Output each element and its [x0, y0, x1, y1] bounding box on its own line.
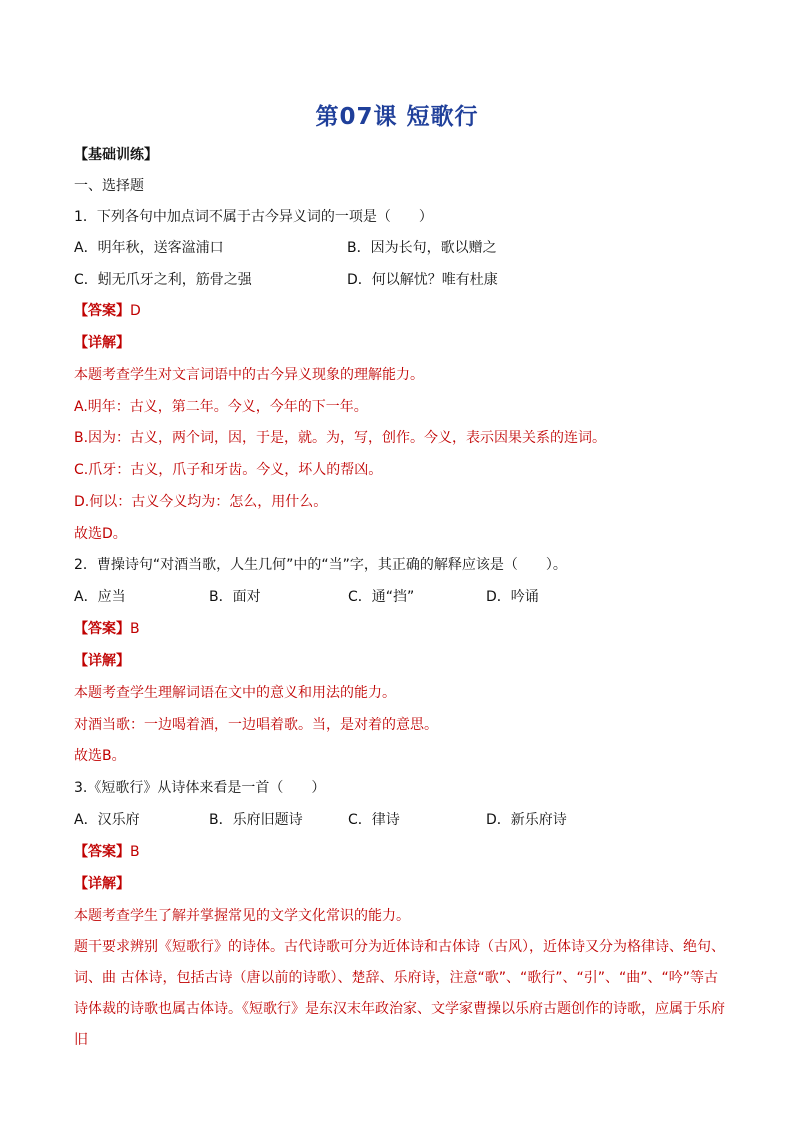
q3-option-b: B．乐府旧题诗: [209, 812, 303, 828]
q1-explain-a: A.明年：古义，第二年。今义，今年的下一年。: [74, 399, 368, 415]
q3-stem: 3.《短歌行》从诗体来看是一首（ ）: [74, 780, 326, 796]
q2-option-b: B．面对: [209, 589, 261, 605]
q3-explain-body: 题干要求辨别《短歌行》的诗体。古代诗歌可分为近体诗和古体诗（古风），近体诗又分为格律诗、绝句、词、曲 古体诗，包括古诗（唐以前的诗歌）、楚辞、乐府诗，注意“歌”、“歌行”、“引”、“曲”、“吟”等古诗体裁的诗歌也属古体诗。《短歌行》是东汉末年政治家、文学家曹操以乐府古题创作的诗歌，应属于乐府旧: [74, 939, 725, 1048]
answer-label: 【答案】: [74, 844, 130, 860]
q3-detail-label: 【详解】: [74, 876, 130, 892]
q1-option-a: A．明年秋，送客湓浦口: [74, 240, 224, 256]
q1-explain-c: C.爪牙：古义，爪子和牙齿。今义，坏人的帮凶。: [74, 462, 383, 478]
q3-option-d: D．新乐府诗: [486, 812, 567, 828]
q2-detail-label: 【详解】: [74, 653, 130, 669]
q3-option-a: A．汉乐府: [74, 812, 140, 828]
q3-answer-value: B: [130, 844, 140, 860]
q1-answer: [74, 300, 141, 322]
q1-options-row-1: [74, 237, 734, 259]
q1-options-row-2: [74, 269, 734, 291]
q2-option-c: C．通“挡”: [348, 589, 415, 605]
q1-option-c: C．蚓无爪牙之利，筋骨之强: [74, 272, 252, 288]
q2-conclusion: 故选B。: [74, 748, 126, 764]
q2-options-row: [74, 586, 734, 608]
q1-explain-b: B.因为：古义，两个词，因，于是，就。为，写，创作。今义，表示因果关系的连词。: [74, 430, 607, 446]
q2-explain-line: 对酒当歌：一边喝着酒，一边唱着歌。当，是对着的意思。: [74, 717, 438, 733]
q3-answer: [74, 841, 140, 863]
q3-option-c: C．律诗: [348, 812, 400, 828]
answer-label: 【答案】: [74, 621, 130, 637]
q3-options-row: [74, 809, 734, 831]
answer-label: 【答案】: [74, 303, 130, 319]
q1-explain-d: D.何以：古义今义均为：怎么，用什么。: [74, 494, 328, 510]
q2-answer: [74, 618, 140, 640]
q1-stem: 1．下列各句中加点词不属于古今异义词的一项是（ ）: [74, 209, 433, 225]
q2-option-a: A．应当: [74, 589, 126, 605]
q1-explain-intro: 本题考查学生对文言词语中的古今异义现象的理解能力。: [74, 367, 424, 383]
q1-option-d: D．何以解忧？唯有杜康: [347, 272, 498, 288]
section-multiple-choice: 一、选择题: [74, 178, 144, 194]
q1-option-b: B．因为长句，歌以赠之: [347, 240, 497, 256]
q2-answer-value: B: [130, 621, 140, 637]
q2-explain-intro: 本题考查学生理解词语在文中的意义和用法的能力。: [74, 685, 396, 701]
q2-option-d: D．吟诵: [486, 589, 539, 605]
section-basic-training: 【基础训练】: [74, 147, 158, 163]
q1-detail-label: 【详解】: [74, 335, 130, 351]
page-title: 第07课 短歌行: [315, 104, 479, 130]
q1-answer-value: D: [130, 303, 141, 319]
q2-stem: 2．曹操诗句“对酒当歌，人生几何”中的“当”字，其正确的解释应该是（ ）。: [74, 557, 567, 573]
q3-explain-intro: 本题考查学生了解并掌握常见的文学文化常识的能力。: [74, 908, 410, 924]
q1-conclusion: 故选D。: [74, 526, 127, 542]
